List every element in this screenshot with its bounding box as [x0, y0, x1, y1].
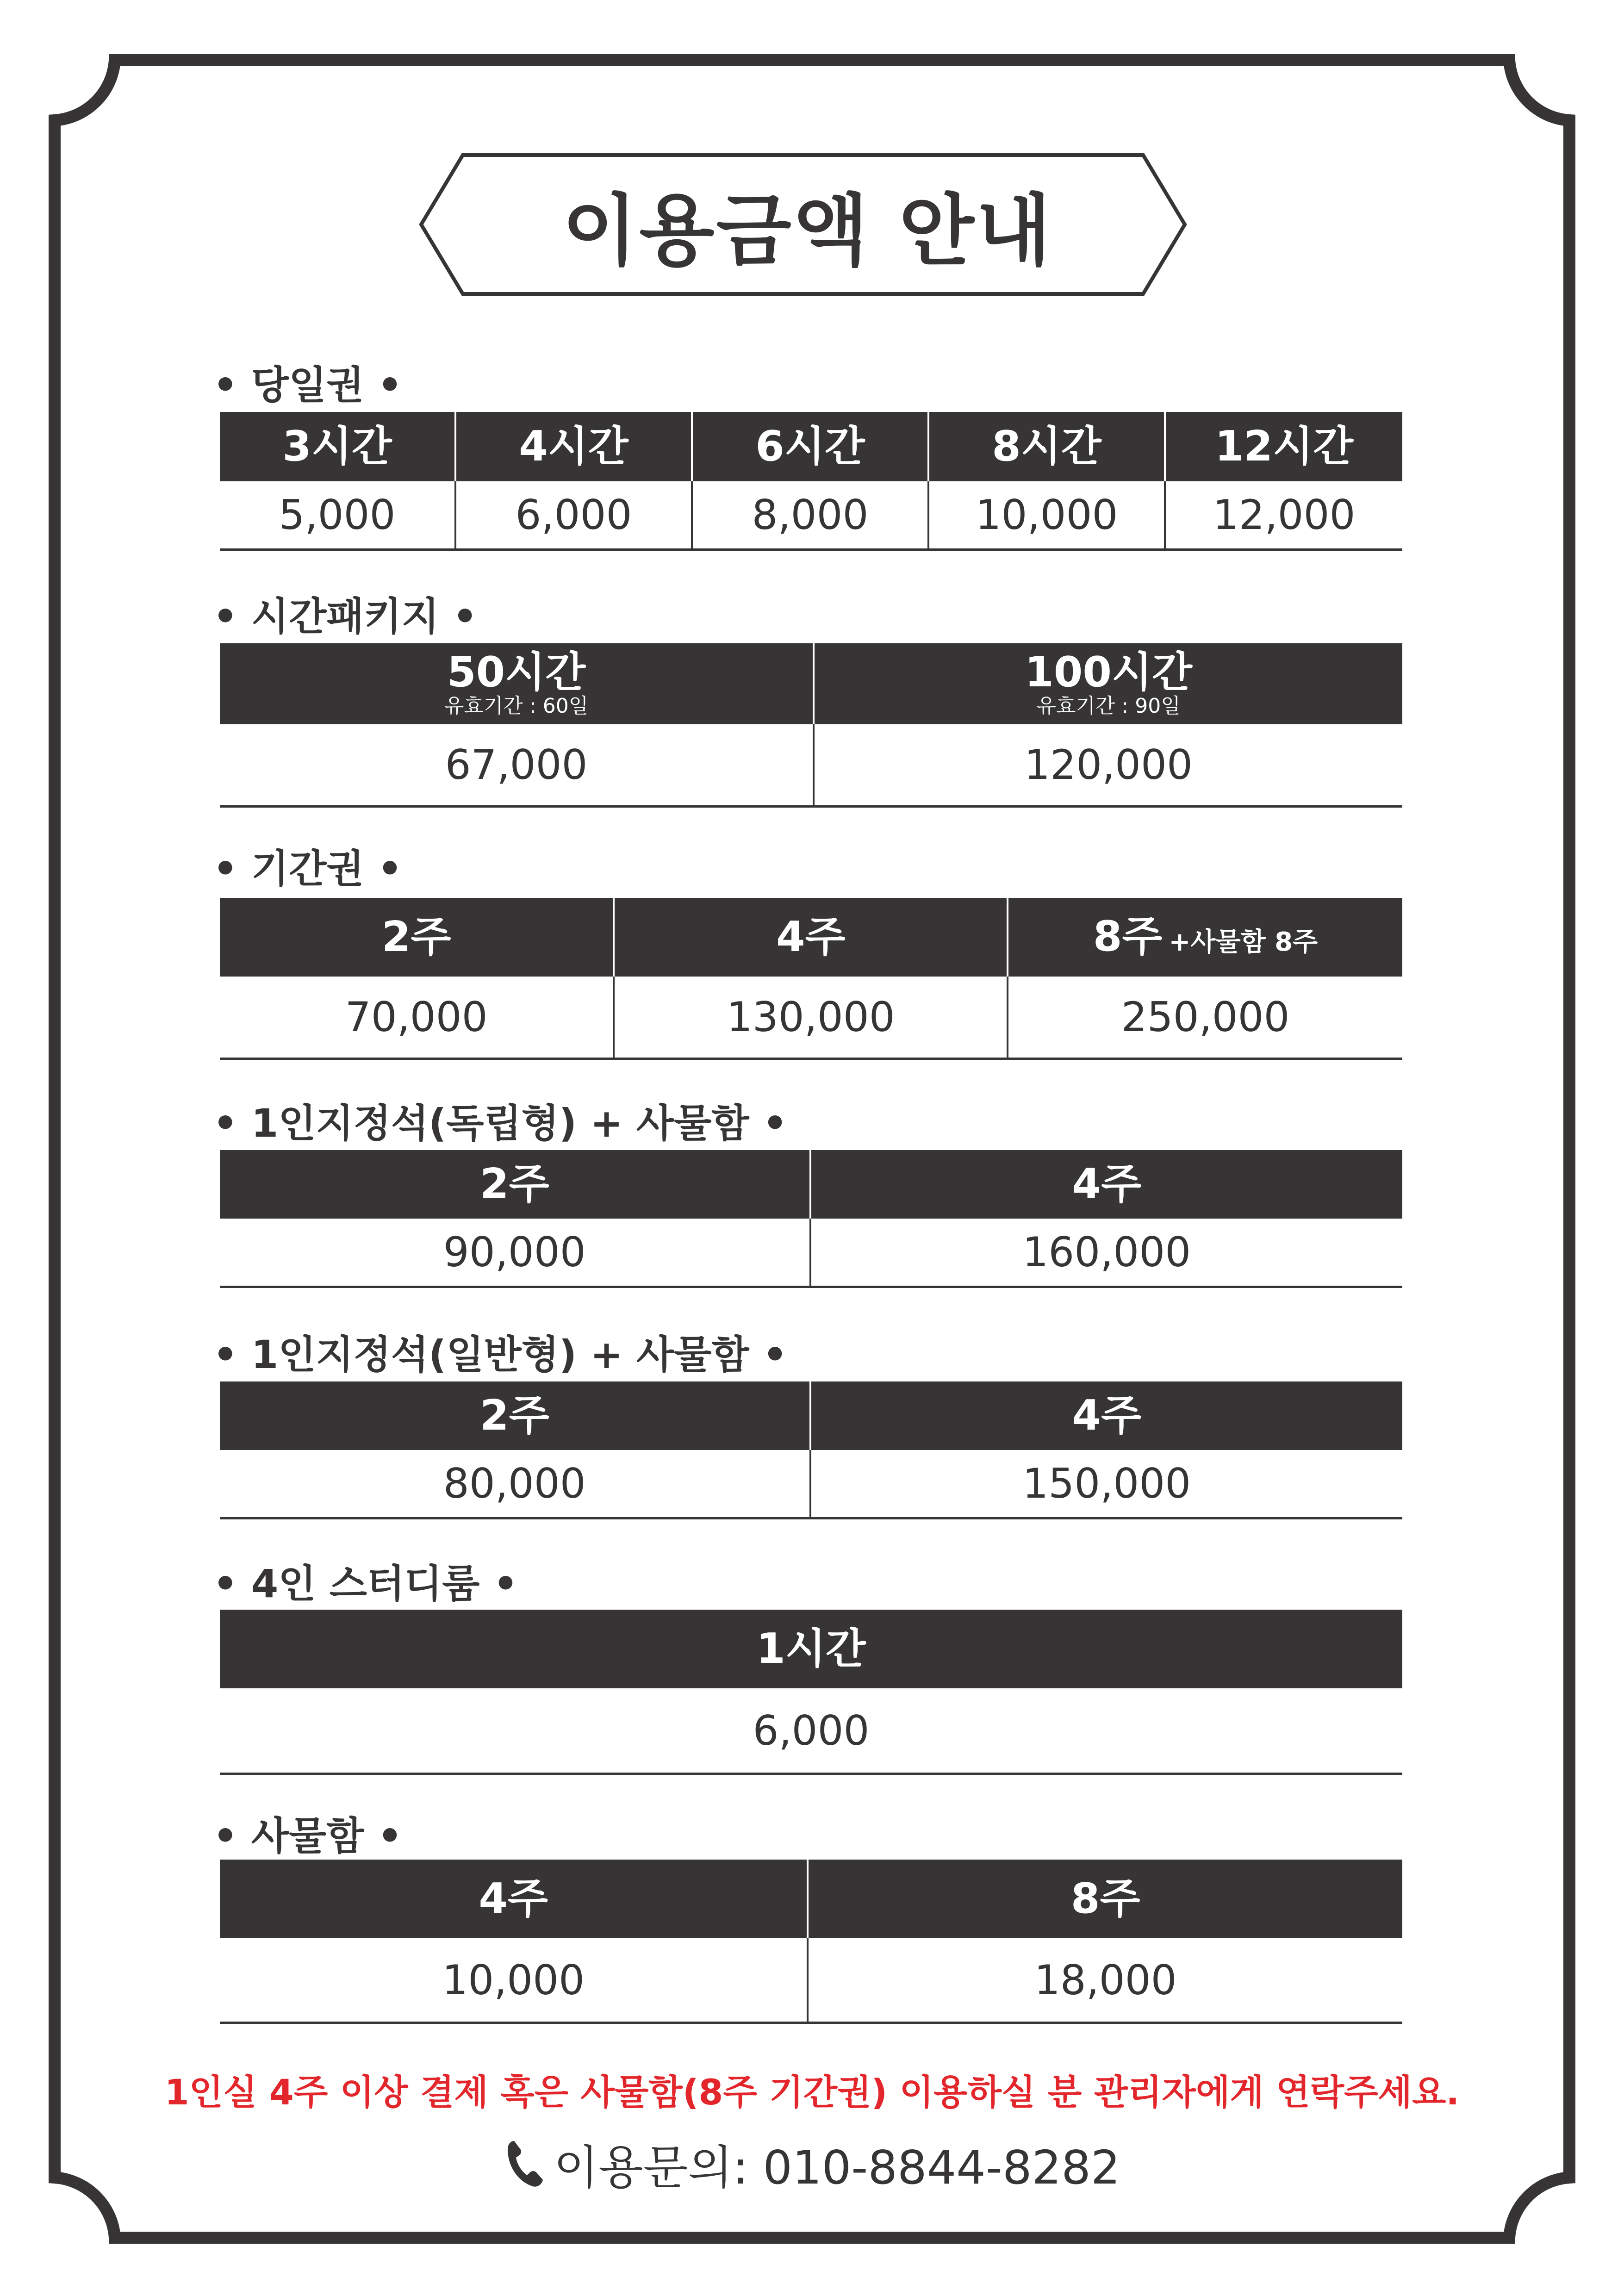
- table-price-row: [220, 1450, 1402, 1519]
- validity-note: 유효기간 : 90일: [1036, 694, 1181, 718]
- locker-bonus-note: +사물함 8주: [1169, 927, 1318, 957]
- header-cell: [615, 898, 1008, 977]
- fixed-private-price-table: [220, 1150, 1402, 1288]
- header-cell: [811, 1381, 1403, 1450]
- page-title: 이용금액 안내: [562, 185, 1053, 276]
- price-cell: 6,000: [753, 1706, 870, 1755]
- header-label: 8시간: [992, 422, 1101, 471]
- header-cell: [220, 1381, 811, 1450]
- section-label-period: • 기간권 •: [213, 846, 403, 891]
- table-price-row: [220, 977, 1402, 1060]
- price-cell: 160,000: [1022, 1228, 1191, 1276]
- study-room-price-table: [220, 1610, 1402, 1775]
- section-label-locker: • 사물함 •: [213, 1813, 403, 1859]
- table-header-row: [220, 1150, 1402, 1219]
- table-price-row: [220, 1938, 1402, 2024]
- header-label: 8주: [1093, 912, 1163, 961]
- header-cell: [815, 643, 1402, 724]
- table-header-row: [220, 1610, 1402, 1688]
- header-label: 8주: [1070, 1874, 1140, 1923]
- fixed-general-price-table: [220, 1381, 1402, 1519]
- table-price-row: [220, 1219, 1402, 1288]
- price-cell: 80,000: [220, 1450, 811, 1517]
- price-cell: 130,000: [615, 977, 1008, 1058]
- header-label: 4주: [1072, 1391, 1142, 1440]
- header-cell: [220, 1610, 1402, 1688]
- header-cell: [220, 643, 815, 724]
- header-cell: [929, 412, 1166, 481]
- header-label: 100시간: [1025, 647, 1192, 697]
- price-cell: 67,000: [220, 724, 815, 805]
- table-header-row: [220, 1860, 1402, 1938]
- contact-line: [0, 2134, 1624, 2194]
- price-cell: 6,000: [456, 481, 693, 548]
- header-cell: [1166, 412, 1402, 481]
- section-label-fixed-general: • 1인지정석(일반형) + 사물함 •: [213, 1332, 788, 1377]
- header-cell: [220, 412, 456, 481]
- table-header-row: [220, 412, 1402, 481]
- header-label: 4주: [776, 913, 846, 961]
- price-cell: 8,000: [693, 481, 929, 548]
- table-price-row: [220, 481, 1402, 551]
- price-cell: 250,000: [1121, 993, 1290, 1041]
- price-cell: 90,000: [220, 1219, 811, 1286]
- price-cell: 150,000: [1022, 1460, 1191, 1507]
- header-cell: [220, 898, 615, 977]
- price-cell: 12,000: [1213, 491, 1356, 539]
- section-label-study-room: • 4인 스터디룸 •: [213, 1561, 518, 1606]
- header-cell: [811, 1150, 1403, 1219]
- price-cell: 5,000: [220, 481, 456, 548]
- header-label: 4주: [479, 1874, 548, 1923]
- section-label-fixed-private: • 1인지정석(독립형) + 사물함 •: [213, 1101, 788, 1146]
- header-cell: [220, 1860, 809, 1938]
- header-label: 50시간: [447, 647, 586, 697]
- phone-icon: [504, 2138, 546, 2189]
- header-label: 1시간: [756, 1624, 866, 1673]
- table-header-row: [220, 898, 1402, 977]
- header-label: 2주: [479, 1160, 549, 1208]
- notice-text: 1인실 4주 이상 결제 혹은 사물함(8주 기간권) 이용하실 분 관리자에게 연락주세요.: [164, 2072, 1460, 2113]
- header-cell: [809, 1860, 1402, 1938]
- table-header-row: [220, 1381, 1402, 1450]
- daily-price-table: [220, 412, 1402, 551]
- locker-price-table: [220, 1860, 1402, 2024]
- header-label: 12시간: [1214, 422, 1354, 471]
- price-cell: 70,000: [220, 977, 615, 1058]
- header-label: 4주: [1072, 1160, 1142, 1208]
- price-cell: 10,000: [929, 481, 1166, 548]
- price-cell: 18,000: [1034, 1956, 1177, 2004]
- contact-text: 이용문의: 010-8844-8282: [554, 2140, 1120, 2195]
- table-price-row: [220, 724, 1402, 808]
- table-price-row: [220, 1688, 1402, 1775]
- section-label-package: • 시간패키지 •: [213, 594, 478, 639]
- package-price-table: [220, 643, 1402, 808]
- section-label-daily: • 당일권 •: [213, 362, 403, 408]
- table-header-row: [220, 643, 1402, 724]
- price-cell: 10,000: [220, 1938, 809, 2022]
- header-cell: [220, 1150, 811, 1219]
- header-cell: [456, 412, 693, 481]
- period-price-table: [220, 898, 1402, 1060]
- header-label: 2주: [479, 1391, 549, 1440]
- header-label: 3시간: [282, 422, 392, 471]
- validity-note: 유효기간 : 60일: [444, 694, 589, 718]
- header-label: 4시간: [519, 422, 628, 471]
- header-label: 2주: [381, 913, 451, 961]
- header-cell: [1008, 898, 1402, 977]
- header-label: 6시간: [755, 422, 865, 471]
- header-cell: [693, 412, 929, 481]
- price-cell: 120,000: [1024, 741, 1193, 789]
